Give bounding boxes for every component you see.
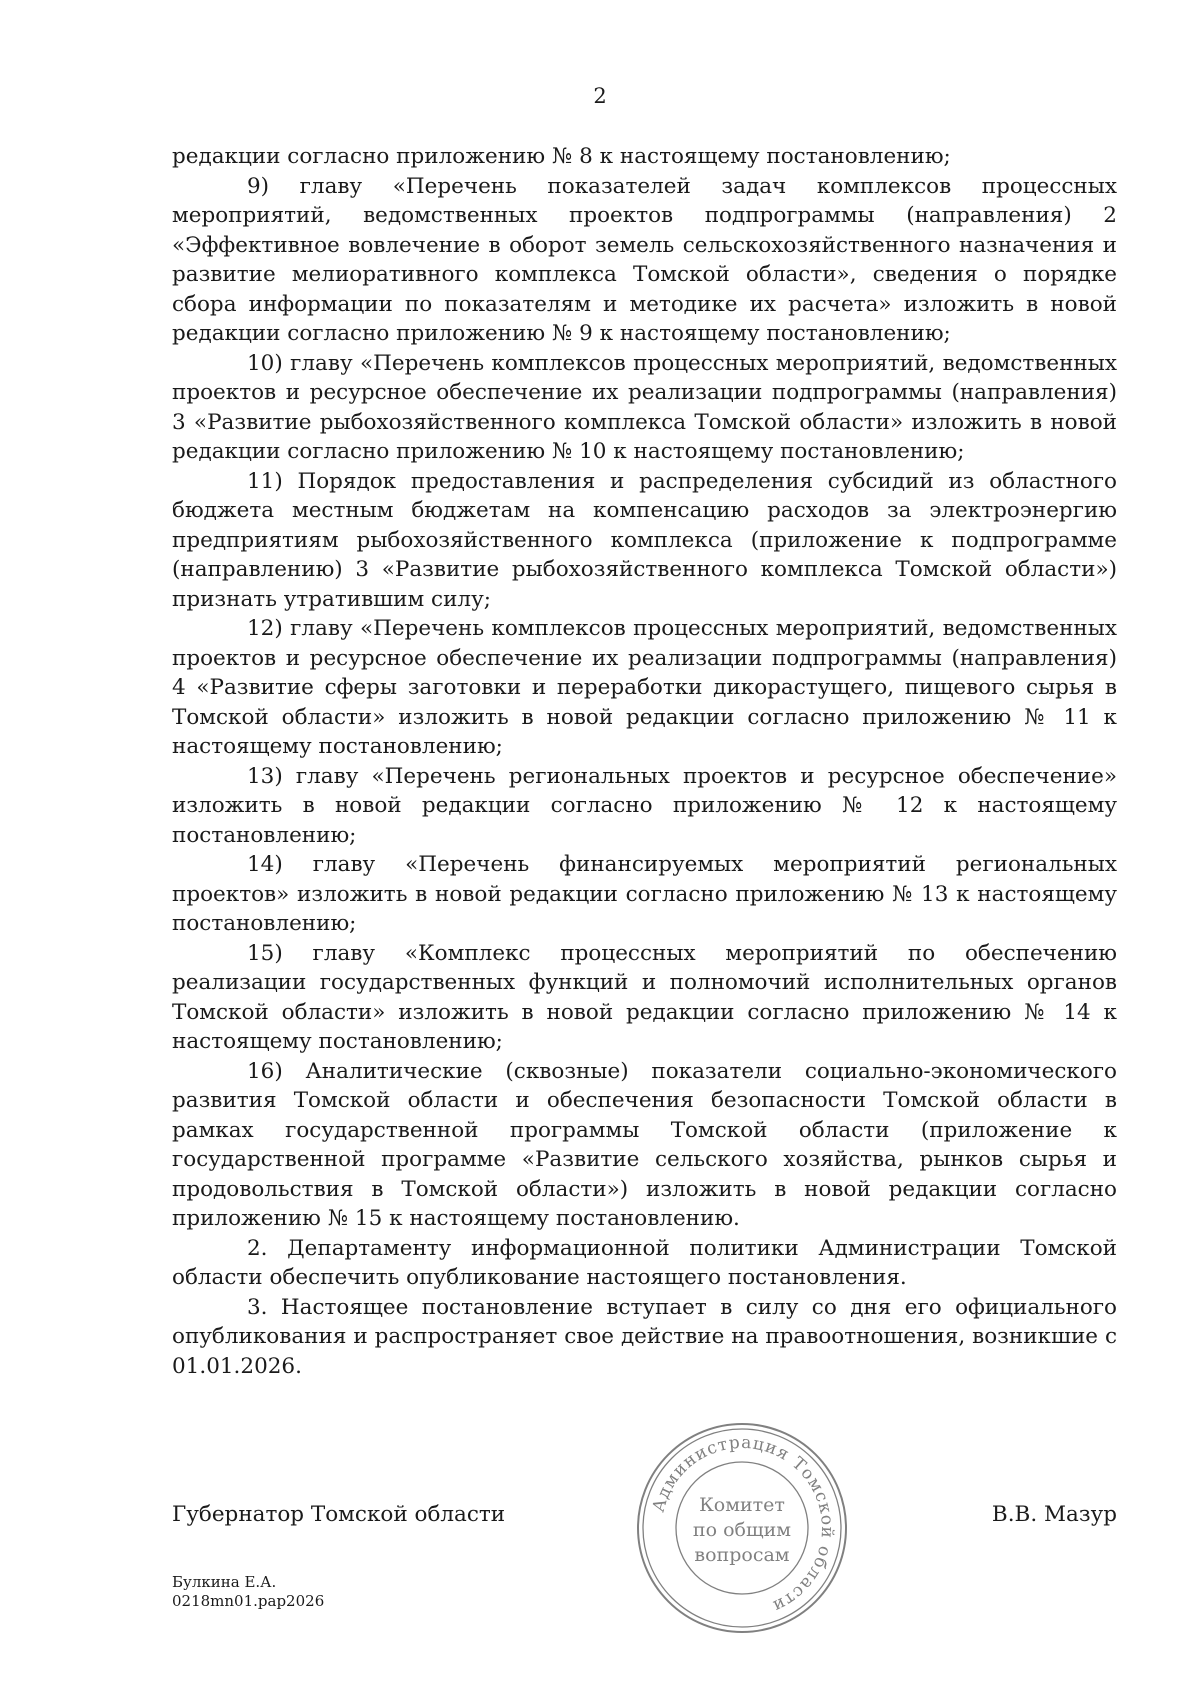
stamp-line-1: Комитет <box>699 1494 785 1516</box>
paragraph-item-15: 15) главу «Комплекс процессных мероприятий по обеспечению реализации государственных функций и полномочий исполнительных органов Томской области» изложить в новой редакции согласно приложению № 14 к настоящему постановлению; <box>172 940 1117 1054</box>
signatory-position: Губернатор Томской области <box>172 1502 506 1527</box>
file-code: 0218mn01.pap2026 <box>172 1592 325 1610</box>
stamp-ring-text: Администрация Томской области <box>648 1432 838 1617</box>
paragraph-item-13: 13) главу «Перечень региональных проектов и ресурсное обеспечение» изложить в новой редакции согласно приложению № 12 к настоящему постановлению; <box>172 763 1117 848</box>
paragraph-point-2: 2. Департаменту информационной политики Администрации Томской области обеспечить опубликование настоящего постановления. <box>172 1235 1117 1290</box>
paragraph-point-3: 3. Настоящее постановление вступает в силу со дня его официального опубликования и распространяет свое действие на правоотношения, возникшие с 01.01.2026. <box>172 1294 1117 1379</box>
paragraph-item-14: 14) главу «Перечень финансируемых мероприятий региональных проектов» изложить в новой редакции согласно приложению № 13 к настоящему постановлению; <box>172 852 1117 936</box>
footer-block <box>172 1573 324 1611</box>
paragraph-item-10: 10) главу «Перечень комплексов процессных мероприятий, ведомственных проектов и ресурсное обеспечение их реализации подпрограммы (направления) 3 «Развитие рыбохозяйственного комплекса Томской области» изложить в новой редакции согласно приложению № 10 к настоящему постановлению; <box>172 350 1117 464</box>
document-body <box>172 142 1117 1381</box>
paragraph-item-11: 11) Порядок предоставления и распределения субсидий из областного бюджета местным бюджетам на компенсацию расходов за электроэнергию предприятиям рыбохозяйственного комплекса (приложение к подпрограмме (направлению) 3 «Развитие рыбохозяйственного комплекса Томской области») признать утратившим силу; <box>172 468 1117 612</box>
executor-name: Булкина Е.А. <box>172 1573 277 1591</box>
signatory-name: В.В. Мазур <box>991 1502 1117 1527</box>
official-stamp-icon <box>632 1418 852 1638</box>
paragraph-item-12: 12) главу «Перечень комплексов процессных мероприятий, ведомственных проектов и ресурсное обеспечение их реализации подпрограммы (направления) 4 «Развитие сферы заготовки и переработки дикорастущего, пищевого сырья в Томской области» изложить в новой редакции согласно приложению № 11 к настоящему постановлению; <box>172 616 1117 759</box>
paragraph-continuation: редакции согласно приложению № 8 к настоящему постановлению; <box>172 144 951 169</box>
page-number: 2 <box>593 84 607 108</box>
stamp-line-2: по общим <box>692 1519 792 1541</box>
stamp-line-3: вопросам <box>694 1544 790 1566</box>
paragraph-item-9: 9) главу «Перечень показателей задач комплексов процессных мероприятий, ведомственных проектов подпрограммы (направления) 2 «Эффективное вовлечение в оборот земель сельскохозяйственного назначения и развитие мелиоративного комплекса Томской области», сведения о порядке сбора информации по показателям и методике их расчета» изложить в новой редакции согласно приложению № 9 к настоящему постановлению; <box>172 173 1117 346</box>
paragraph-item-16: 16) Аналитические (сквозные) показатели социально-экономического развития Томской области и обеспечения безопасности Томской области в рамках государственной программы Томской области (приложение к государственной программе «Развитие сельского хозяйства, рынков сырья и продовольствия в Томской области») изложить в новой редакции согласно приложению № 15 к настоящему постановлению. <box>172 1058 1117 1231</box>
